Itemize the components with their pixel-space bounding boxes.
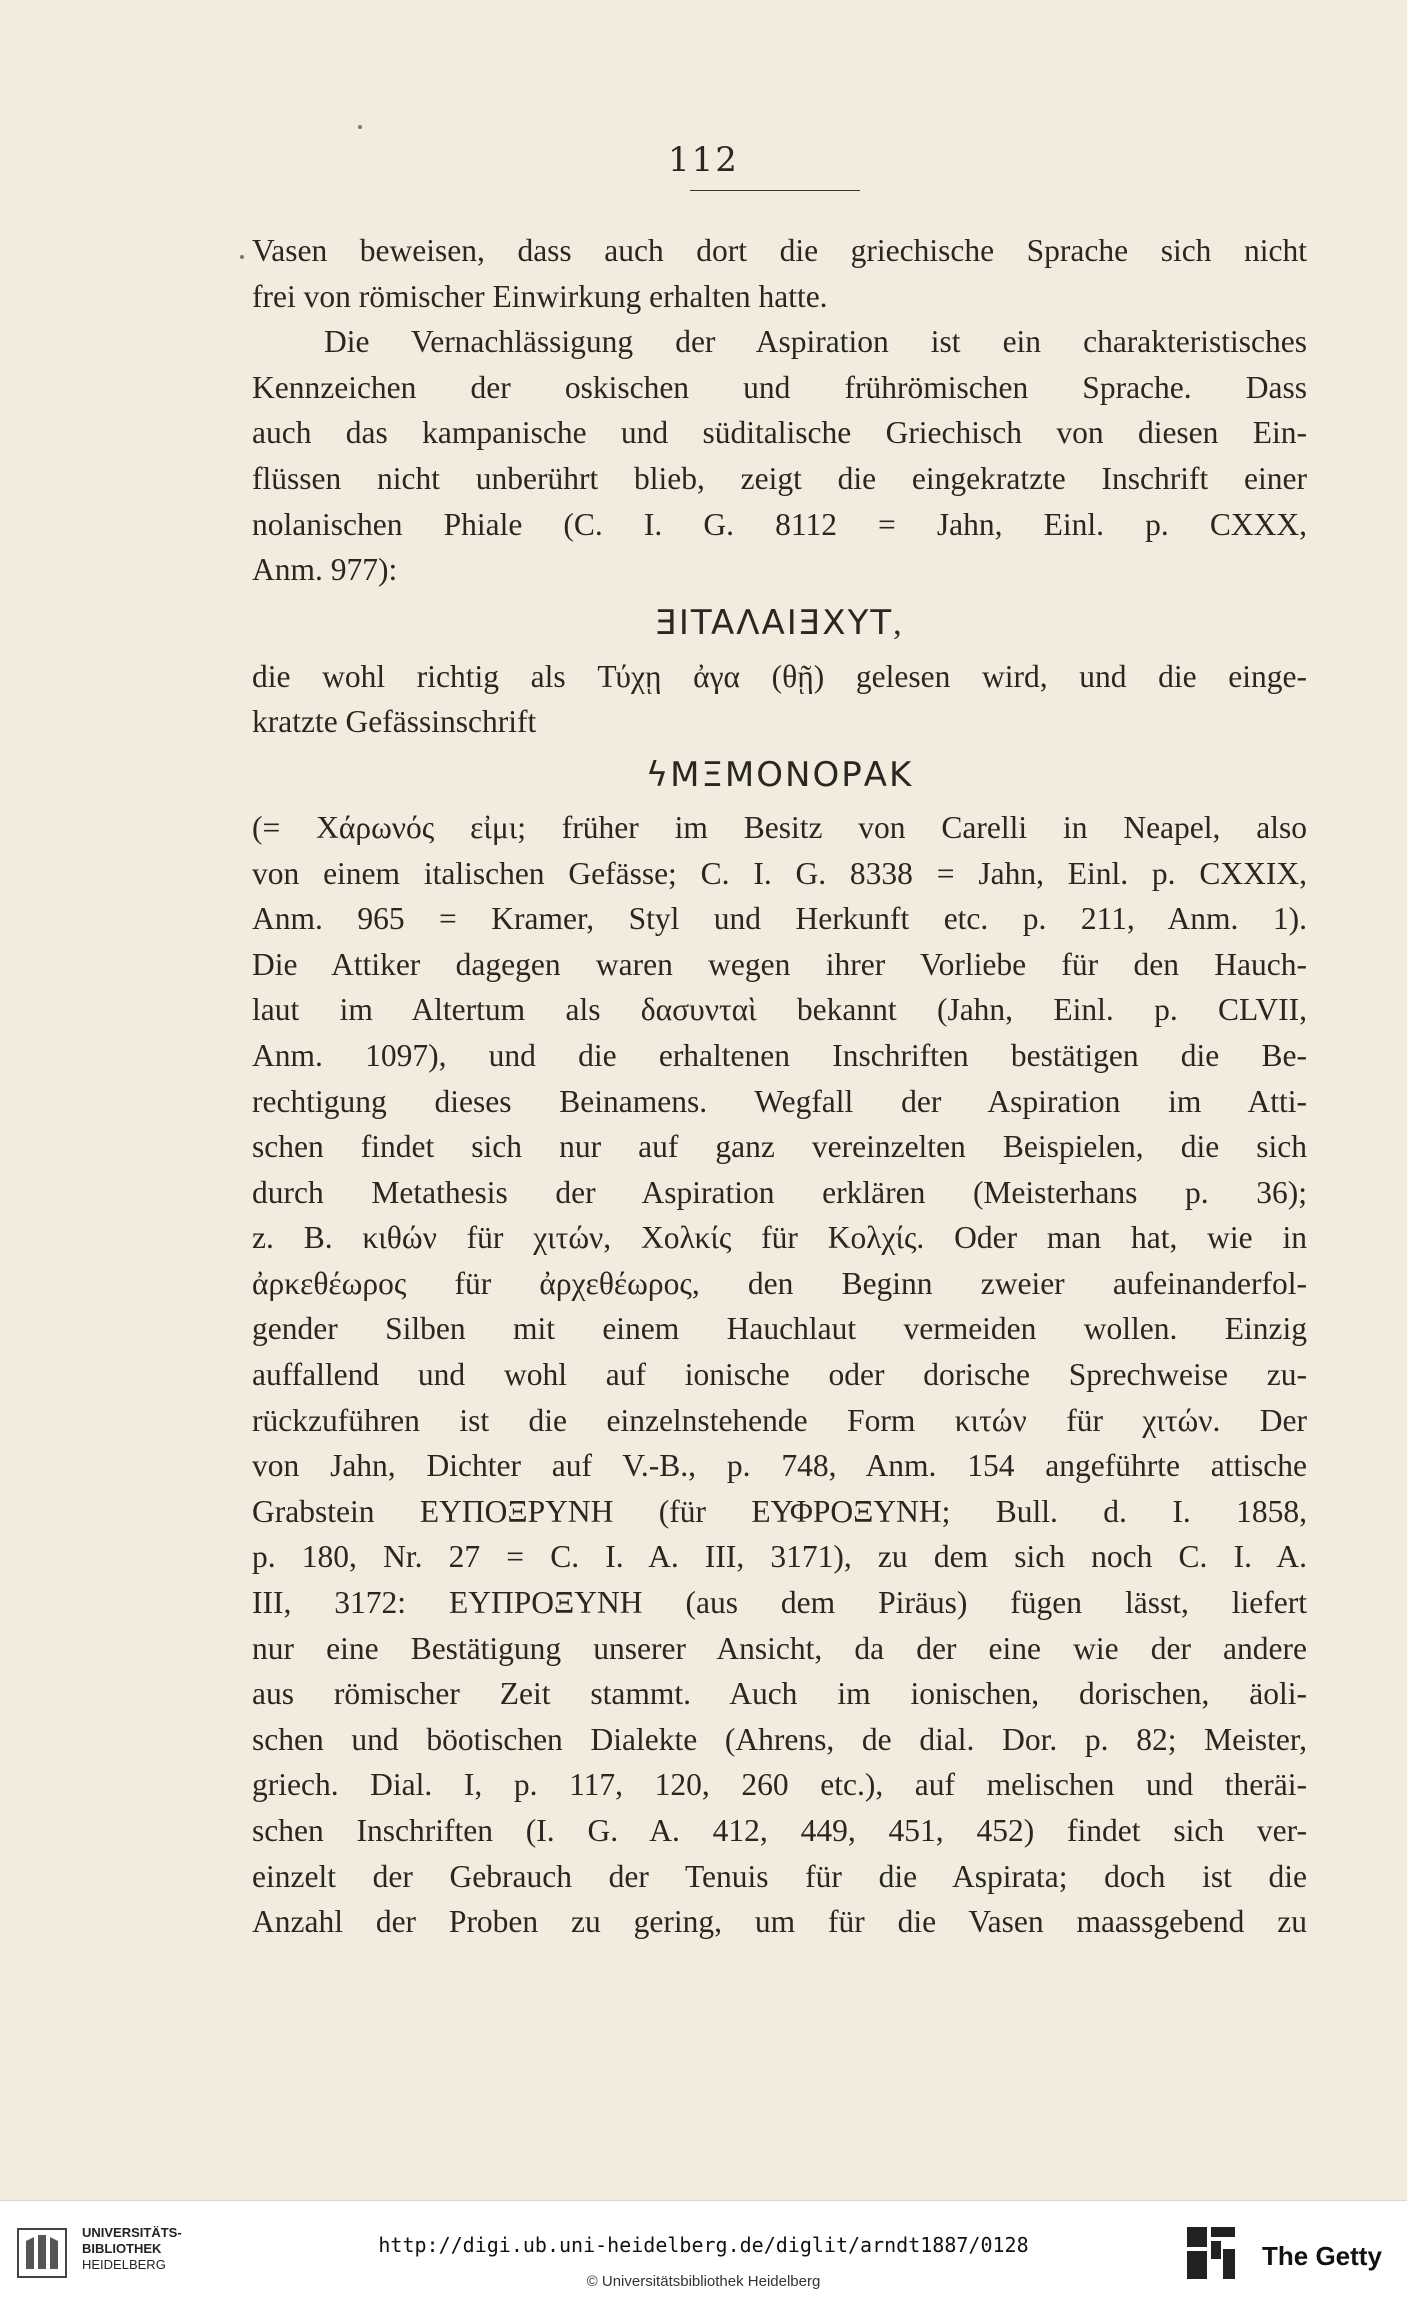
text-line: rückzuführen ist die einzelnstehende Form κιτών für χιτών. Der (252, 1402, 1307, 1438)
text-line: frei von römischer Einwirkung erhalten hatte. (252, 278, 828, 314)
text-line: Grabstein ΕΥΠΟΞΡΥΝΗ (für ΕΥΦΡΟΞΥΝΗ; Bull. d. I. 1858, (252, 1493, 1307, 1529)
text-line: auch das kampanische und süditalische Griechisch von diesen Ein- (252, 415, 1307, 451)
text-line: Vasen beweisen, dass auch dort die griechische Sprache sich nicht (252, 233, 1307, 268)
text-line: Anm. 965 = Kramer, Styl und Herkunft etc. p. 211, Anm. 1). (252, 901, 1307, 937)
getty-logo-icon (1183, 2223, 1243, 2283)
text-line: schen Inschriften (I. G. A. 412, 449, 451, 452) findet sich ver- (252, 1813, 1307, 1848)
inscription-phiale (252, 593, 1307, 654)
text-line: Die Vernachlässigung der Aspiration ist ein charakteristisches (324, 324, 1307, 360)
text-line: schen findet sich nur auf ganz vereinzelten Beispielen, die sich (252, 1129, 1307, 1165)
text-line: Die Attiker dagegen waren wegen ihrer Vorliebe für den Hauch- (252, 946, 1307, 982)
text-line: Anzahl der Proben zu gering, um für die Vasen maassgebend zu (252, 1904, 1307, 1940)
text-line: auffallend und wohl auf ionische oder dorische Sprechweise zu- (252, 1357, 1307, 1393)
text-line: nur eine Bestätigung unserer Ansicht, da der eine wie der andere (252, 1630, 1307, 1666)
text-line: III, 3172: ΕΥΠΡΟΞΥΝΗ (aus dem Piräus) fügen lässt, liefert (252, 1585, 1307, 1621)
text-line: schen und böotischen Dialekte (Ahrens, de dial. Dor. p. 82; Meister, (252, 1721, 1307, 1757)
text-line: gender Silben mit einem Hauchlaut vermeiden wollen. Einzig (252, 1311, 1307, 1347)
margin-speck (358, 125, 362, 129)
library-name: UNIVERSITÄTS- BIBLIOTHEK HEIDELBERG (82, 2225, 182, 2272)
body-text (252, 228, 1307, 1945)
getty-label: The Getty (1262, 2241, 1382, 2271)
footer-url-link[interactable]: http://digi.ub.uni-heidelberg.de/diglit/arndt1887/0128 (378, 2233, 1029, 2257)
inscription-vessel: ϟΜΞΜΟΝΟΡΑΚ (645, 754, 914, 795)
footer-copyright: © Universitätsbibliothek Heidelberg (586, 2273, 821, 2290)
text-line: rechtigung dieses Beinamens. Wegfall der Aspiration im Atti- (252, 1083, 1307, 1119)
text-line: laut im Altertum als δασυνταὶ bekannt (Jahn, Einl. p. CLVII, (252, 992, 1307, 1028)
page-number-rule (690, 190, 860, 191)
text-line: einzelt der Gebrauch der Tenuis für die Aspirata; doch ist die (252, 1858, 1307, 1894)
text-line: aus römischer Zeit stammt. Auch im ionischen, dorischen, äoli- (252, 1676, 1307, 1712)
text-line: von Jahn, Dichter auf V.-B., p. 748, Anm. 154 angeführte attische (252, 1448, 1307, 1484)
text-line: durch Metathesis der Aspiration erklären (Meisterhans p. 36); (252, 1174, 1307, 1210)
paragraph-block-2 (252, 654, 1307, 745)
text-line: flüssen nicht unberührt blieb, zeigt die eingekratzte Inschrift einer (252, 460, 1307, 496)
text-line: Anm. 977): (252, 552, 398, 588)
footer-bar (0, 2200, 1407, 2311)
text-line: die wohl richtig als Τύχῃ ἀγα (θῇ) gelesen wird, und die einge- (252, 658, 1307, 694)
text-line: (= Χάρωνός εἰμι; früher im Besitz von Carelli in Neapel, also (252, 809, 1307, 845)
text-line: Kennzeichen der oskischen und frührömischen Sprache. Dass (252, 369, 1307, 405)
page-number: 112 (668, 140, 739, 180)
text-line: griech. Dial. I, p. 117, 120, 260 etc.), auf melischen und theräi- (252, 1767, 1307, 1803)
text-line: p. 180, Nr. 27 = C. I. A. III, 3171), zu dem sich noch C. I. A. (252, 1539, 1307, 1575)
text-line: Anm. 1097), und die erhaltenen Inschriften bestätigen die Be- (252, 1037, 1307, 1073)
text-line: kratzte Gefässinschrift (252, 704, 537, 740)
paragraph-block-1 (252, 228, 1307, 593)
text-line: z. B. κιθών für χιτών, Χολκίς für Κολχίς. Oder man hat, wie in (252, 1220, 1307, 1256)
text-line: von einem italischen Gefässe; C. I. G. 8338 = Jahn, Einl. p. CXXIX, (252, 855, 1307, 891)
text-line: ἀρκεθέωρος für ἀρχεθέωρος, den Beginn zweier aufeinanderfol- (252, 1265, 1307, 1301)
paragraph-block-3 (252, 805, 1307, 1945)
margin-speck (240, 255, 244, 259)
inscription-phiale-text: ƎITAΛAIƎXYT (655, 602, 894, 643)
text-line: nolanischen Phiale (C. I. G. 8112 = Jahn, Einl. p. CXXX, (252, 506, 1307, 542)
inscription-phiale-comma: , (893, 604, 904, 642)
